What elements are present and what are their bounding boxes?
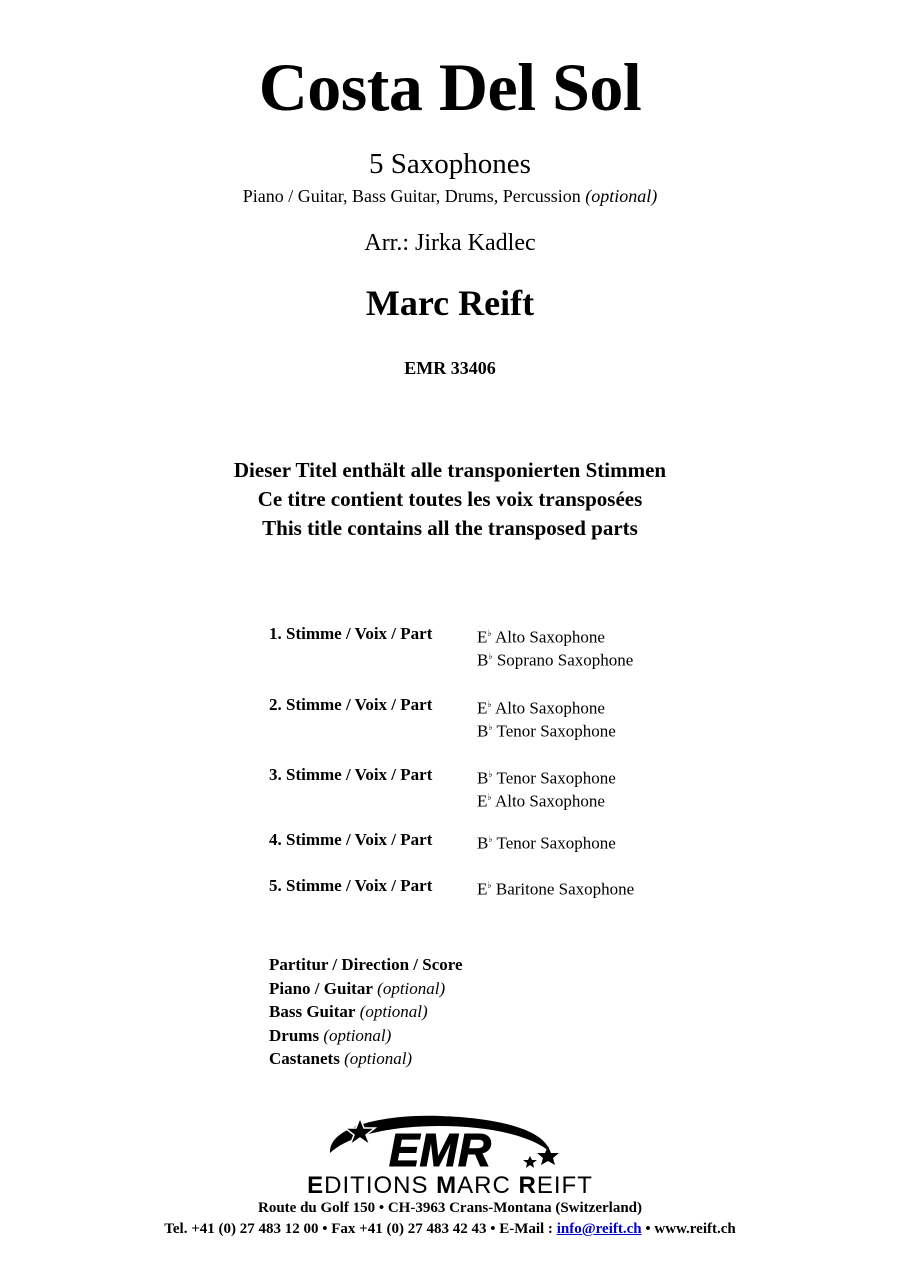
composer: Marc Reift bbox=[365, 283, 535, 323]
part-instruments bbox=[477, 695, 616, 765]
instrumentation-line bbox=[0, 186, 900, 207]
instrumentation-main: Piano / Guitar, Bass Guitar, Drums, Percussion bbox=[242, 186, 581, 206]
publisher-contact: Tel. +41 (0) 27 483 12 00 • Fax +41 (0) 27 483 42 43 • E-Mail : info@reift.ch • www.reift.ch bbox=[164, 1221, 736, 1237]
list-item: Castanets (optional) bbox=[269, 1049, 413, 1068]
part-instrument: B♭ Soprano Saxophone bbox=[477, 650, 634, 670]
part-row bbox=[269, 765, 634, 830]
list-item: Piano / Guitar (optional) bbox=[269, 978, 446, 998]
emr-logo bbox=[300, 1108, 570, 1180]
part-row bbox=[269, 624, 634, 695]
instrumentation-optional: (optional) bbox=[585, 186, 658, 206]
part-instrument: E♭ Alto Saxophone bbox=[477, 627, 605, 647]
ensemble-subtitle: 5 Saxophones bbox=[369, 148, 531, 180]
piece-title: Costa Del Sol bbox=[258, 49, 642, 125]
part-instruments bbox=[477, 765, 616, 830]
part-instrument: E♭ Baritone Saxophone bbox=[477, 879, 635, 899]
part-row bbox=[269, 876, 634, 906]
notice-english: This title contains all the transposed parts bbox=[262, 516, 638, 540]
part-instruments bbox=[477, 830, 616, 876]
transposed-parts-notice bbox=[0, 456, 900, 543]
part-row bbox=[269, 695, 634, 765]
part-instruments bbox=[477, 876, 634, 906]
publisher-address: Route du Golf 150 • CH-3963 Crans-Montana (Switzerland) bbox=[258, 1200, 642, 1216]
email-link[interactable]: info@reift.ch bbox=[556, 1221, 642, 1237]
part-label: 2. Stimme / Voix / Part bbox=[269, 695, 433, 714]
additional-parts-list bbox=[269, 953, 463, 1071]
part-instrument: B♭ Tenor Saxophone bbox=[477, 768, 616, 788]
list-item: Bass Guitar (optional) bbox=[269, 1002, 428, 1021]
website-text: • www.reift.ch bbox=[645, 1221, 736, 1237]
catalog-number: EMR 33406 bbox=[404, 358, 496, 378]
publisher-name: EDITIONS MARC REIFT bbox=[307, 1172, 593, 1199]
list-item: Partitur / Direction / Score bbox=[269, 955, 463, 974]
logo-text: EMR bbox=[388, 1124, 492, 1176]
part-instruments bbox=[477, 624, 633, 695]
notice-german: Dieser Titel enthält alle transponierten Stimmen bbox=[233, 458, 667, 482]
part-label: 3. Stimme / Voix / Part bbox=[269, 765, 433, 784]
arranger: Arr.: Jirka Kadlec bbox=[364, 230, 536, 256]
part-label: 4. Stimme / Voix / Part bbox=[269, 830, 433, 849]
part-label: 5. Stimme / Voix / Part bbox=[269, 876, 433, 895]
part-row bbox=[269, 830, 634, 876]
notice-french: Ce titre contient toutes les voix transposées bbox=[257, 487, 643, 511]
part-label: 1. Stimme / Voix / Part bbox=[269, 624, 433, 643]
list-item: Drums (optional) bbox=[269, 1025, 392, 1045]
part-instrument: B♭ Tenor Saxophone bbox=[477, 833, 616, 853]
part-instrument: E♭ Alto Saxophone bbox=[477, 791, 605, 811]
parts-list bbox=[269, 624, 634, 906]
part-instrument: B♭ Tenor Saxophone bbox=[477, 721, 616, 741]
part-instrument: E♭ Alto Saxophone bbox=[477, 698, 605, 718]
